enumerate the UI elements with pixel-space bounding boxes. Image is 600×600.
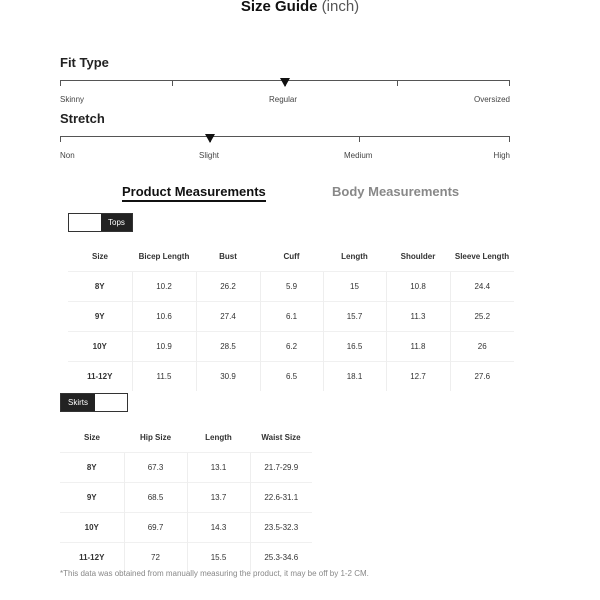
- skirts-table: [60, 423, 312, 572]
- table-cell: 10.9: [132, 332, 196, 362]
- table-cell: 10.8: [386, 272, 450, 302]
- size-cell: 9Y: [60, 483, 124, 513]
- tops-header: Bust: [219, 252, 237, 261]
- table-cell: 6.1: [260, 302, 323, 332]
- table-cell: 24.4: [450, 272, 514, 302]
- table-cell: 26: [450, 332, 514, 362]
- stretch-option-high: High: [493, 151, 510, 160]
- table-cell: 12.7: [386, 362, 450, 392]
- table-cell: 25.3-34.6: [250, 543, 312, 573]
- size-cell: 10Y: [68, 332, 132, 362]
- tops-table: [68, 242, 514, 391]
- table-cell: 5.9: [260, 272, 323, 302]
- size-cell: 10Y: [60, 513, 124, 543]
- fit-type-scale: [60, 80, 510, 90]
- table-cell: 23.5-32.3: [250, 513, 312, 543]
- table-row: [68, 302, 514, 332]
- title-unit: (inch): [321, 0, 360, 15]
- tab-body-measurements[interactable]: Body Measurements: [332, 184, 460, 199]
- disclaimer-note: *This data was obtained from manually measuring the product, it may be off by 1-2 CM.: [60, 569, 369, 578]
- table-cell: 18.1: [323, 362, 386, 392]
- skirts-header: Waist Size: [261, 433, 301, 442]
- table-cell: 16.5: [323, 332, 386, 362]
- table-row: [68, 332, 514, 362]
- table-row: [60, 543, 312, 573]
- skirts-toggle-label: Skirts: [61, 394, 95, 411]
- table-cell: 69.7: [124, 513, 187, 543]
- table-cell: 6.5: [260, 362, 323, 392]
- skirts-toggle[interactable]: [60, 393, 128, 412]
- stretch-option-non: Non: [60, 151, 75, 160]
- table-cell: 14.3: [187, 513, 250, 543]
- table-cell: 30.9: [196, 362, 260, 392]
- table-row: [68, 362, 514, 392]
- table-row: [60, 453, 312, 483]
- table-cell: 68.5: [124, 483, 187, 513]
- table-cell: 15.5: [187, 543, 250, 573]
- tops-header: Bicep Length: [138, 252, 190, 261]
- table-cell: 26.2: [196, 272, 260, 302]
- table-cell: 10.6: [132, 302, 196, 332]
- stretch-option-medium: Medium: [344, 151, 373, 160]
- table-cell: 28.5: [196, 332, 260, 362]
- tops-header: Size: [91, 252, 108, 261]
- size-cell: 9Y: [68, 302, 132, 332]
- tab-product-measurements[interactable]: Product Measurements: [122, 184, 266, 202]
- table-row: [60, 513, 312, 543]
- fit-type-marker-icon: [280, 78, 290, 87]
- table-cell: 25.2: [450, 302, 514, 332]
- table-cell: 11.8: [386, 332, 450, 362]
- table-cell: 72: [124, 543, 187, 573]
- size-cell: 8Y: [68, 272, 132, 302]
- stretch-scale: [60, 136, 510, 146]
- table-cell: 13.1: [187, 453, 250, 483]
- fit-type-label: Fit Type: [60, 55, 109, 70]
- skirts-header: Length: [205, 433, 232, 442]
- tops-header: Cuff: [283, 252, 300, 261]
- table-cell: 13.7: [187, 483, 250, 513]
- tops-toggle-label: Tops: [101, 214, 132, 231]
- stretch-marker-icon: [205, 134, 215, 143]
- table-cell: 27.6: [450, 362, 514, 392]
- table-cell: 21.7-29.9: [250, 453, 312, 483]
- fit-option-oversized: Oversized: [473, 95, 510, 104]
- table-cell: 15.7: [323, 302, 386, 332]
- size-cell: 8Y: [60, 453, 124, 483]
- table-row: [60, 483, 312, 513]
- table-cell: 67.3: [124, 453, 187, 483]
- table-cell: 22.6-31.1: [250, 483, 312, 513]
- table-cell: 15: [323, 272, 386, 302]
- skirts-header: Hip Size: [139, 433, 172, 442]
- title-main: Size Guide: [240, 0, 318, 15]
- size-cell: 11-12Y: [68, 362, 132, 392]
- fit-option-regular: Regular: [269, 95, 298, 104]
- tops-header: Shoulder: [400, 252, 436, 261]
- stretch-label: Stretch: [60, 111, 105, 126]
- table-cell: 27.4: [196, 302, 260, 332]
- table-cell: 11.5: [132, 362, 196, 392]
- tops-toggle[interactable]: [68, 213, 133, 232]
- table-cell: 6.2: [260, 332, 323, 362]
- table-cell: 10.2: [132, 272, 196, 302]
- table-cell: 11.3: [386, 302, 450, 332]
- table-row: [68, 272, 514, 302]
- tops-header: Sleeve Length: [454, 252, 510, 261]
- size-cell: 11-12Y: [60, 543, 124, 573]
- stretch-option-slight: Slight: [199, 151, 220, 160]
- tops-header: Length: [341, 252, 368, 261]
- page-title: [0, 0, 600, 15]
- skirts-header: Size: [83, 433, 100, 442]
- fit-option-skinny: Skinny: [60, 95, 85, 104]
